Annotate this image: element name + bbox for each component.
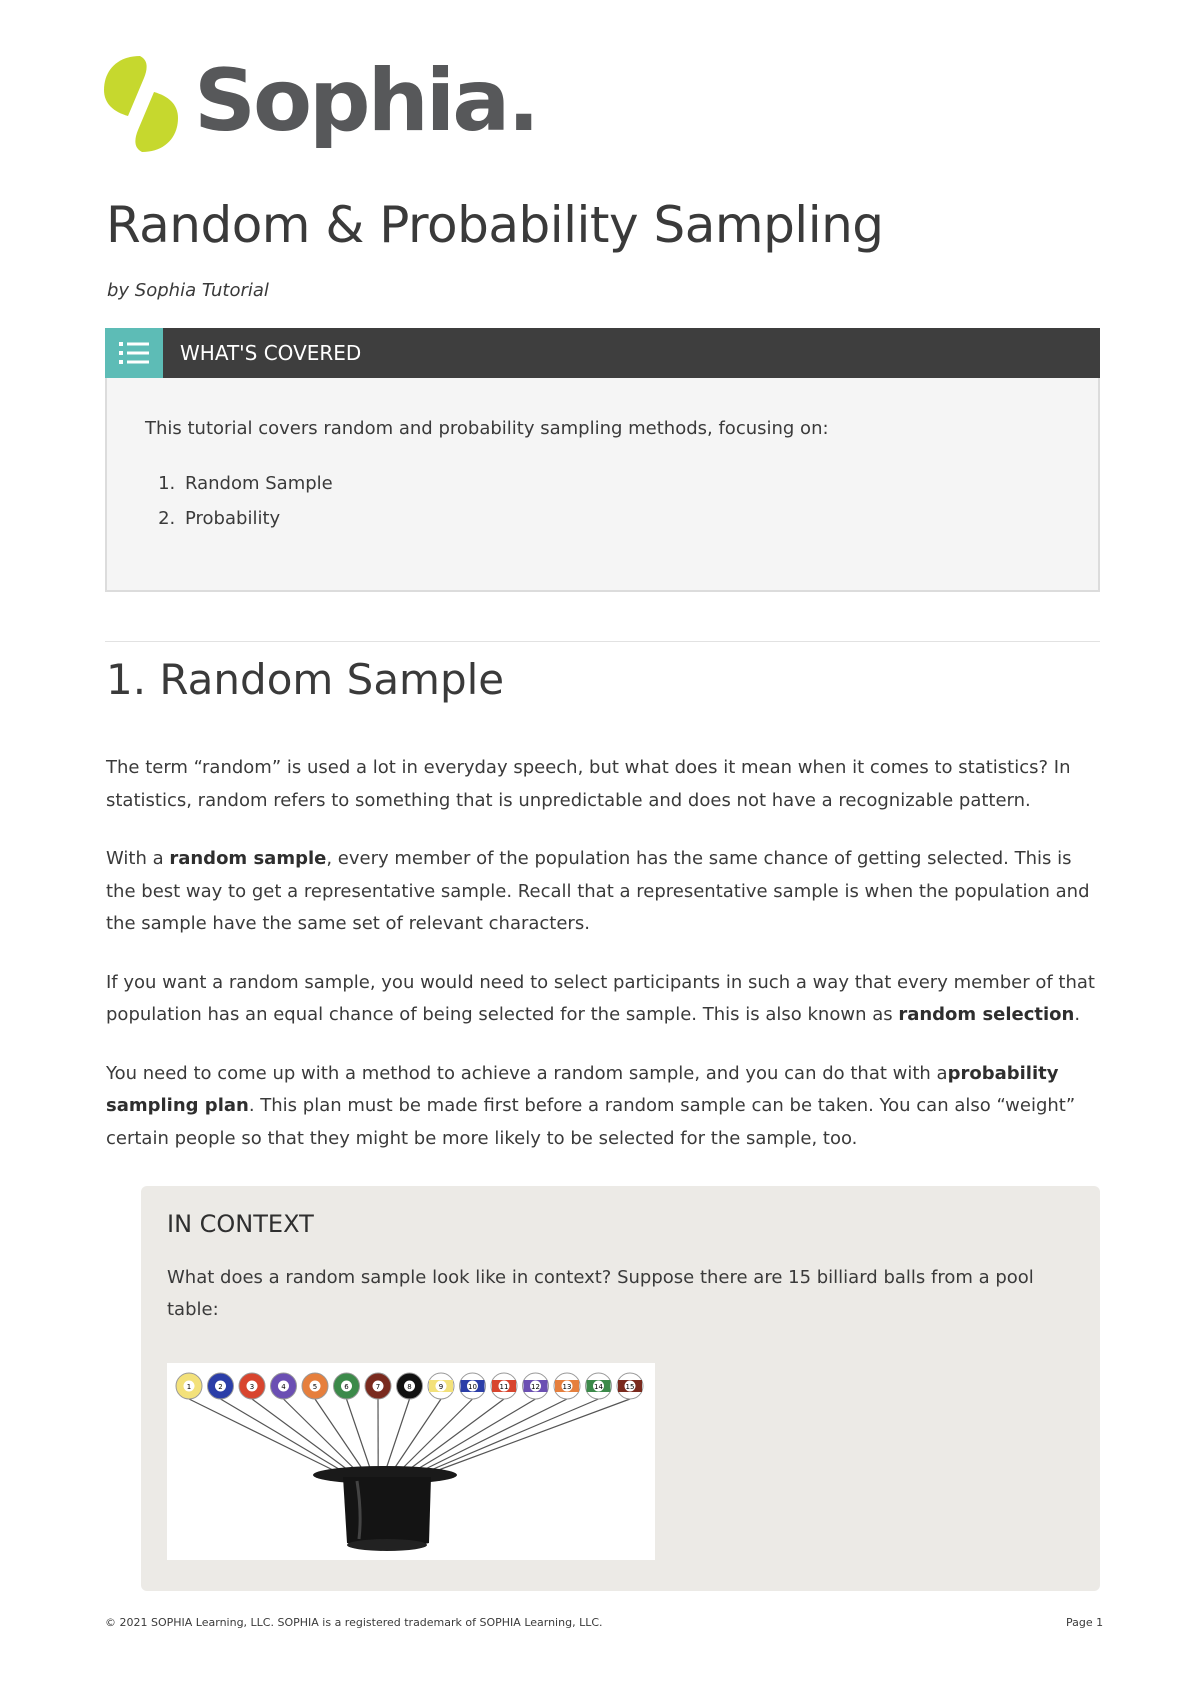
ball-line bbox=[393, 1399, 441, 1471]
whats-covered-intro: This tutorial covers random and probability sampling methods, focusing on: bbox=[145, 418, 829, 439]
billiard-ball bbox=[491, 1373, 517, 1399]
ball-number: 11 bbox=[499, 1383, 509, 1391]
ball-line bbox=[421, 1399, 567, 1471]
ball-number: 12 bbox=[531, 1383, 540, 1391]
term-probability-sampling-plan: probability sampling plan bbox=[106, 1062, 1059, 1116]
billiard-ball bbox=[208, 1373, 234, 1399]
section-divider bbox=[105, 641, 1100, 642]
billiard-ball bbox=[586, 1373, 612, 1399]
whats-covered-list bbox=[145, 473, 1098, 529]
term-random-selection: random selection bbox=[898, 1004, 1075, 1025]
billiard-ball bbox=[554, 1373, 580, 1399]
billiard-ball bbox=[428, 1373, 454, 1399]
ball-number: 7 bbox=[375, 1383, 381, 1391]
billiard-ball bbox=[176, 1373, 202, 1399]
ball-line bbox=[400, 1399, 473, 1471]
footer-copyright: © 2021 SOPHIA Learning, LLC. SOPHIA is a registered trademark of SOPHIA Learning, LLC. bbox=[105, 1616, 603, 1629]
billiard-ball bbox=[397, 1373, 423, 1399]
ball-line bbox=[189, 1399, 335, 1471]
billiard-ball bbox=[617, 1373, 643, 1399]
list-item: 2. Probability bbox=[181, 508, 1098, 529]
ball-number: 3 bbox=[249, 1383, 255, 1391]
logo-wordmark: Sophia. bbox=[194, 51, 537, 151]
billiard-ball bbox=[460, 1373, 486, 1399]
paragraph: The term “random” is used a lot in everyday speech, but what does it mean when it comes to statistics? In statistics, random refers to something that is unpredictable and does not have a recognizable pattern. bbox=[106, 757, 1071, 811]
ball-line bbox=[436, 1399, 630, 1471]
paragraph: If you want a random sample, you would need to select participants in such a way that every member of that population has an equal chance of being selected for the sample. This is also known as random selection. bbox=[106, 971, 1095, 1025]
whats-covered-body bbox=[105, 378, 1100, 592]
ball-number: 4 bbox=[281, 1383, 286, 1391]
page-number: Page 1 bbox=[1066, 1616, 1104, 1629]
ball-line bbox=[414, 1399, 535, 1471]
ball-number: 5 bbox=[312, 1383, 318, 1391]
list-item: 1. Random Sample bbox=[181, 473, 1098, 494]
billiard-balls-hat-image bbox=[167, 1363, 655, 1560]
sophia-logo bbox=[104, 52, 537, 156]
paragraph: You need to come up with a method to achieve a random sample, and you can do that with aprobability sampling plan. This plan must be made first before a random sample can be taken. You can also “weight” certain people so that they might be more likely to be selected for the sample, too. bbox=[106, 1062, 1076, 1149]
in-context-text: What does a random sample look like in context? Suppose there are 15 billiard balls from a pool table: bbox=[167, 1267, 1034, 1320]
whats-covered-label: WHAT'S COVERED bbox=[180, 341, 362, 365]
paragraph: With a random sample, every member of the population has the same chance of getting selected. This is the best way to get a representative sample. Recall that a representative sample is when the population and the sample have the same set of relevant characters. bbox=[106, 848, 1090, 934]
section-title: 1. Random Sample bbox=[106, 655, 505, 704]
billiard-ball bbox=[523, 1373, 549, 1399]
in-context-box bbox=[141, 1186, 1100, 1591]
ball-number: 10 bbox=[468, 1383, 477, 1391]
ball-line bbox=[284, 1399, 357, 1471]
ball-number: 6 bbox=[344, 1383, 349, 1391]
ball-number: 13 bbox=[562, 1383, 572, 1391]
whats-covered-header bbox=[105, 328, 1100, 378]
whats-covered-box bbox=[105, 328, 1100, 592]
billiard-ball bbox=[334, 1373, 360, 1399]
section-body bbox=[106, 752, 1096, 1181]
ball-number: 14 bbox=[594, 1383, 603, 1391]
billiard-ball bbox=[302, 1373, 328, 1399]
term-random-sample: random sample bbox=[169, 848, 327, 869]
billiard-ball bbox=[271, 1373, 297, 1399]
page-title: Random & Probability Sampling bbox=[106, 196, 884, 254]
ball-number: 2 bbox=[218, 1383, 223, 1391]
ball-line bbox=[315, 1399, 364, 1471]
billiard-ball bbox=[239, 1373, 265, 1399]
ball-number: 9 bbox=[438, 1383, 444, 1391]
ball-number: 15 bbox=[625, 1383, 635, 1391]
sophia-mark-icon bbox=[104, 52, 178, 156]
ball-line bbox=[221, 1399, 343, 1471]
byline: by Sophia Tutorial bbox=[107, 280, 269, 301]
ball-line bbox=[347, 1399, 372, 1471]
list-icon bbox=[105, 328, 163, 378]
ball-line bbox=[429, 1399, 599, 1471]
in-context-title: IN CONTEXT bbox=[167, 1210, 314, 1238]
ball-line bbox=[252, 1399, 349, 1471]
ball-line bbox=[385, 1399, 409, 1471]
billiard-ball bbox=[365, 1373, 391, 1399]
ball-number: 1 bbox=[186, 1383, 192, 1391]
ball-number: 8 bbox=[407, 1383, 412, 1391]
